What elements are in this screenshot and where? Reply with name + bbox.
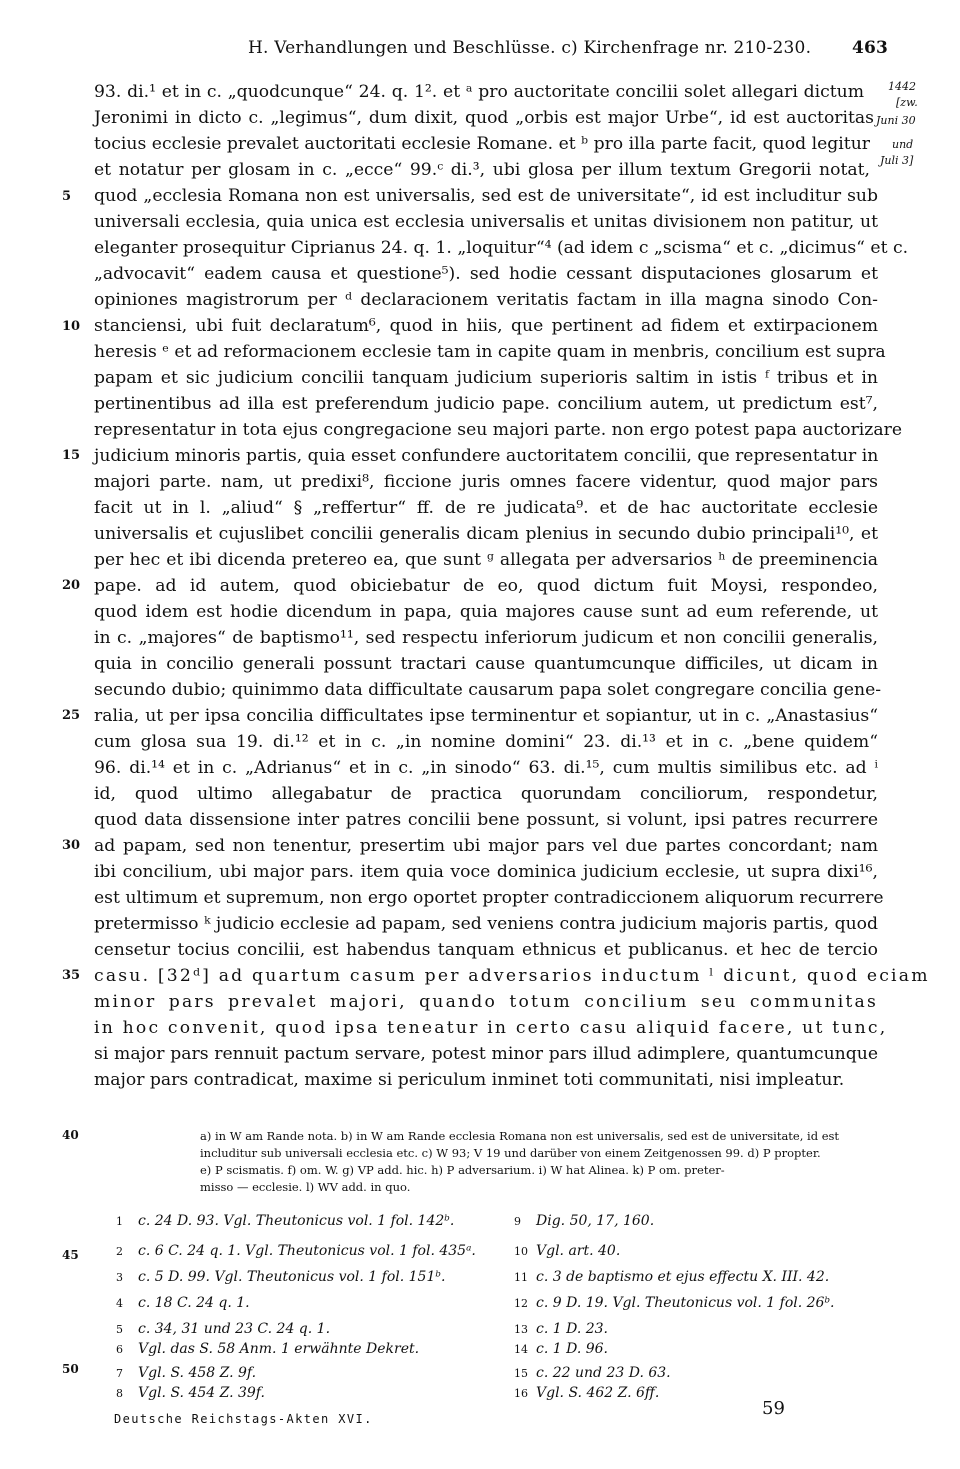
text-line: pertinentibus ad illa est preferendum judicio pape. concilium autem, ut predictum est⁷, <box>94 394 878 414</box>
text-line: stanciensi, ubi fuit declaratum⁶, quod in hiis, que pertinent ad fidem et extirpacionem <box>94 316 878 336</box>
footnote-text: c. 22 und 23 D. 63. <box>536 1365 671 1381</box>
footnote-number: 9 <box>514 1215 521 1228</box>
text-line: tocius ecclesie prevalet auctoritati ecclesie Romane. et ᵇ pro illa parte facit, quod legitur <box>94 134 870 154</box>
footnote <box>514 1212 654 1231</box>
text-line: ibi concilium, ubi major pars. item quia voce dominica judicium ecclesie, ut supra dixi¹⁶, <box>94 862 878 882</box>
text-line: heresis ᵉ et ad reformacionem ecclesie tam in capite quam in menbris, concilium est supra <box>94 342 886 362</box>
text-line: quia in concilio generali possunt tractari cause quantumcunque difficiles, ut dicam in <box>94 654 878 674</box>
footer-series-title: Deutsche Reichstags-Akten XVI. <box>114 1412 373 1426</box>
footnote-number: 1 <box>116 1215 123 1228</box>
text-line: majori parte. nam, ut predixi⁸, ficcione juris omnes facere videntur, quod major pars <box>94 472 878 492</box>
footnote-text: Vgl. S. 458 Z. 9f. <box>138 1365 257 1381</box>
text-line: minor pars prevalet majori, quando totum concilium seu communitas <box>94 992 878 1012</box>
footnote-text: c. 1 D. 23. <box>536 1321 608 1337</box>
footnote <box>116 1212 454 1231</box>
footnote <box>514 1242 620 1261</box>
footnote <box>116 1294 250 1313</box>
text-line: „advocavit“ eadem causa et questione⁵). sed hodie cessant disputaciones glosarum et <box>94 264 878 284</box>
text-line: quod data dissensione inter patres concilii bene possunt, si volunt, ipsi patres recurrere <box>94 810 878 830</box>
text-line: cum glosa sua 19. di.¹² et in c. „in nomine domini“ 23. di.¹³ et in c. „bene quidem“ <box>94 732 878 752</box>
footnote-number: 7 <box>116 1367 123 1380</box>
text-line: censetur tocius concilii, est habendus tanquam ethnicus et publicanus. et hec de tercio <box>94 940 878 960</box>
footnote-text: Vgl. S. 454 Z. 39f. <box>138 1385 265 1401</box>
line-number: 50 <box>62 1362 79 1376</box>
footnote <box>116 1268 445 1287</box>
footnote-text: c. 1 D. 96. <box>536 1341 608 1357</box>
footnote-number: 2 <box>116 1245 123 1258</box>
text-line: representatur in tota ejus congregacione seu majori parte. non ergo potest papa auctorizare <box>94 420 902 440</box>
apparatus-line: includitur sub universali ecclesia etc. c) W 93; V 19 und darüber von einem Zeitgenossen 99. d) P propter. <box>200 1146 821 1160</box>
text-line: universali ecclesia, quia unica est ecclesia universalis et unitas divisionem non patitur, ut <box>94 212 878 232</box>
footnote-number: 15 <box>514 1367 528 1380</box>
running-title: H. Verhandlungen und Beschlüsse. c) Kirchenfrage nr. 210-230. <box>248 38 812 58</box>
margin-note-bracket: [zw. <box>896 96 918 109</box>
footer-sheet-number: 59 <box>762 1398 785 1419</box>
footnote <box>116 1320 330 1339</box>
footnote <box>514 1320 608 1339</box>
text-line: in c. „majores“ de baptismo¹¹, sed respectu inferiorum judicum et non concilii generalis, <box>94 628 878 648</box>
line-number: 15 <box>62 448 81 463</box>
footnote-number: 3 <box>116 1271 123 1284</box>
footnote-number: 13 <box>514 1323 528 1336</box>
line-number: 40 <box>62 1128 79 1142</box>
text-line: Jeronimi in dicto c. „legimus“, dum dixit, quod „orbis est major Urbe“, id est auctoritas <box>94 108 874 128</box>
text-line: quod idem est hodie dicendum in papa, quia majores cause sunt ad eum referende, ut <box>94 602 878 622</box>
footnote-number: 10 <box>514 1245 528 1258</box>
margin-note-und: und <box>892 138 914 151</box>
footnote <box>116 1364 256 1383</box>
text-line: pape. ad id autem, quod obiciebatur de eo, quod dictum fuit Moysi, respondeo, <box>94 576 878 596</box>
footnote <box>514 1364 671 1383</box>
text-line: est ultimum et supremum, non ergo oportet propter contradiccionem aliquorum recurrere <box>94 888 884 908</box>
footnote-number: 14 <box>514 1343 528 1356</box>
footnote-text: Vgl. das S. 58 Anm. 1 erwähnte Dekret. <box>138 1341 420 1357</box>
footnote <box>116 1242 476 1261</box>
margin-note-year: 1442 <box>888 80 916 93</box>
text-line: papam et sic judicium concilii tanquam judicium superioris saltim in istis ᶠ tribus et in <box>94 368 878 388</box>
footnote-text: Vgl. art. 40. <box>536 1243 621 1259</box>
text-line: casu. [32ᵈ] ad quartum casum per adversarios inductum ˡ dicunt, quod eciam <box>94 966 930 986</box>
footnote-text: Dig. 50, 17, 160. <box>536 1213 655 1229</box>
line-number: 10 <box>62 319 81 334</box>
footnote <box>116 1340 419 1359</box>
margin-note-date-start: Juni 30 <box>876 114 916 127</box>
line-number: 5 <box>62 189 72 204</box>
apparatus-line: e) P scismatis. f) om. W. g) VP add. hic. h) P adversarium. i) W hat Alinea. k) P om. preter- <box>200 1163 725 1177</box>
margin-note-date-end: Juli 3] <box>880 154 914 167</box>
footnote-number: 8 <box>116 1387 123 1400</box>
footnote-number: 5 <box>116 1323 123 1336</box>
text-line: in hoc convenit, quod ipsa teneatur in certo casu aliquid facere, ut tunc, <box>94 1018 888 1038</box>
text-line: 96. di.¹⁴ et in c. „Adrianus“ et in c. „in sinodo“ 63. di.¹⁵, cum multis similibus etc. ad ⁱ <box>94 758 878 778</box>
text-line: 93. di.¹ et in c. „quodcunque“ 24. q. 1². et ᵃ pro auctoritate concilii solet allegari dictum <box>94 82 864 102</box>
text-line: quod „ecclesia Romana non est universalis, sed est de universitate“, id est includitur sub <box>94 186 878 206</box>
footnote-text: c. 3 de baptismo et ejus effectu X. III. 42. <box>536 1269 830 1285</box>
text-line: per hec et ibi dicenda pretereo ea, que sunt ᵍ allegata per adversarios ʰ de preeminencia <box>94 550 878 570</box>
footnote-number: 6 <box>116 1343 123 1356</box>
footnote-text: c. 9 D. 19. Vgl. Theutonicus vol. 1 fol. 26ᵇ. <box>536 1295 835 1311</box>
footnote-number: 11 <box>514 1271 528 1284</box>
text-line: secundo dubio; quinimmo data difficultate causarum papa solet congregare concilia gene- <box>94 680 882 700</box>
text-line: opiniones magistrorum per ᵈ declaracionem veritatis factam in illa magna sinodo Con- <box>94 290 878 310</box>
apparatus-line: a) in W am Rande nota. b) in W am Rande ecclesia Romana non est universalis, sed est de universitate, id est <box>200 1129 840 1143</box>
line-number: 45 <box>62 1248 79 1262</box>
footnote <box>514 1384 659 1403</box>
footnote-text: c. 6 C. 24 q. 1. Vgl. Theutonicus vol. 1 fol. 435ᵃ. <box>138 1243 476 1259</box>
footnote-number: 16 <box>514 1387 528 1400</box>
footnote-text: c. 18 C. 24 q. 1. <box>138 1295 250 1311</box>
text-line: ad papam, sed non tenentur, presertim ubi major pars vel due partes concordant; nam <box>94 836 878 856</box>
footnote <box>514 1340 608 1359</box>
text-line: judicium minoris partis, quia esset confundere auctoritatem concilii, que representatur in <box>94 446 879 466</box>
line-number: 30 <box>62 838 81 853</box>
text-line: eleganter prosequitur Ciprianus 24. q. 1. „loquitur“⁴ (ad idem c „scisma“ et c. „dicimus“ et c. <box>94 238 909 258</box>
page-number: 463 <box>852 38 889 58</box>
text-line: pretermisso ᵏ judicio ecclesie ad papam, sed veniens contra judicium majoris partis, quod <box>94 914 878 934</box>
line-number: 35 <box>62 968 81 983</box>
text-line: major pars contradicat, maxime si periculum inminet toti communitati, nisi impleatur. <box>94 1070 845 1090</box>
footnote-text: c. 5 D. 99. Vgl. Theutonicus vol. 1 fol. 151ᵇ. <box>138 1269 446 1285</box>
footnote <box>116 1384 265 1403</box>
line-number: 20 <box>62 578 81 593</box>
footnote <box>514 1268 829 1287</box>
critical-apparatus <box>200 1128 880 1196</box>
footnote-text: Vgl. S. 462 Z. 6ff. <box>536 1385 660 1401</box>
footnote <box>514 1294 835 1313</box>
text-line: id, quod ultimo allegabatur de practica quorundam conciliorum, respondetur, <box>94 784 878 804</box>
line-number: 25 <box>62 708 81 723</box>
text-line: si major pars rennuit pactum servare, potest minor pars illud adimplere, quantumcunque <box>94 1044 878 1064</box>
text-line: universalis et cujuslibet concilii generalis dicam plenius in secundo dubio principali¹⁰, et <box>94 524 878 544</box>
footnote-text: c. 34, 31 und 23 C. 24 q. 1. <box>138 1321 331 1337</box>
footnote-number: 12 <box>514 1297 528 1310</box>
footnote-text: c. 24 D. 93. Vgl. Theutonicus vol. 1 fol. 142ᵇ. <box>138 1213 455 1229</box>
text-line: facit ut in l. „aliud“ § „reffertur“ ff. de re judicata⁹. et de hac auctoritate ecclesie <box>94 498 878 518</box>
footnote-number: 4 <box>116 1297 123 1310</box>
text-line: ralia, ut per ipsa concilia difficultates ipse terminentur et sopiantur, ut in c. „Anastasius“ <box>94 706 878 726</box>
text-line: et notatur per glosam in c. „ecce“ 99.ᶜ di.³, ubi glosa per illum textum Gregorii notat, <box>94 160 870 180</box>
apparatus-line: misso — ecclesie. l) WV add. in quo. <box>200 1180 411 1194</box>
